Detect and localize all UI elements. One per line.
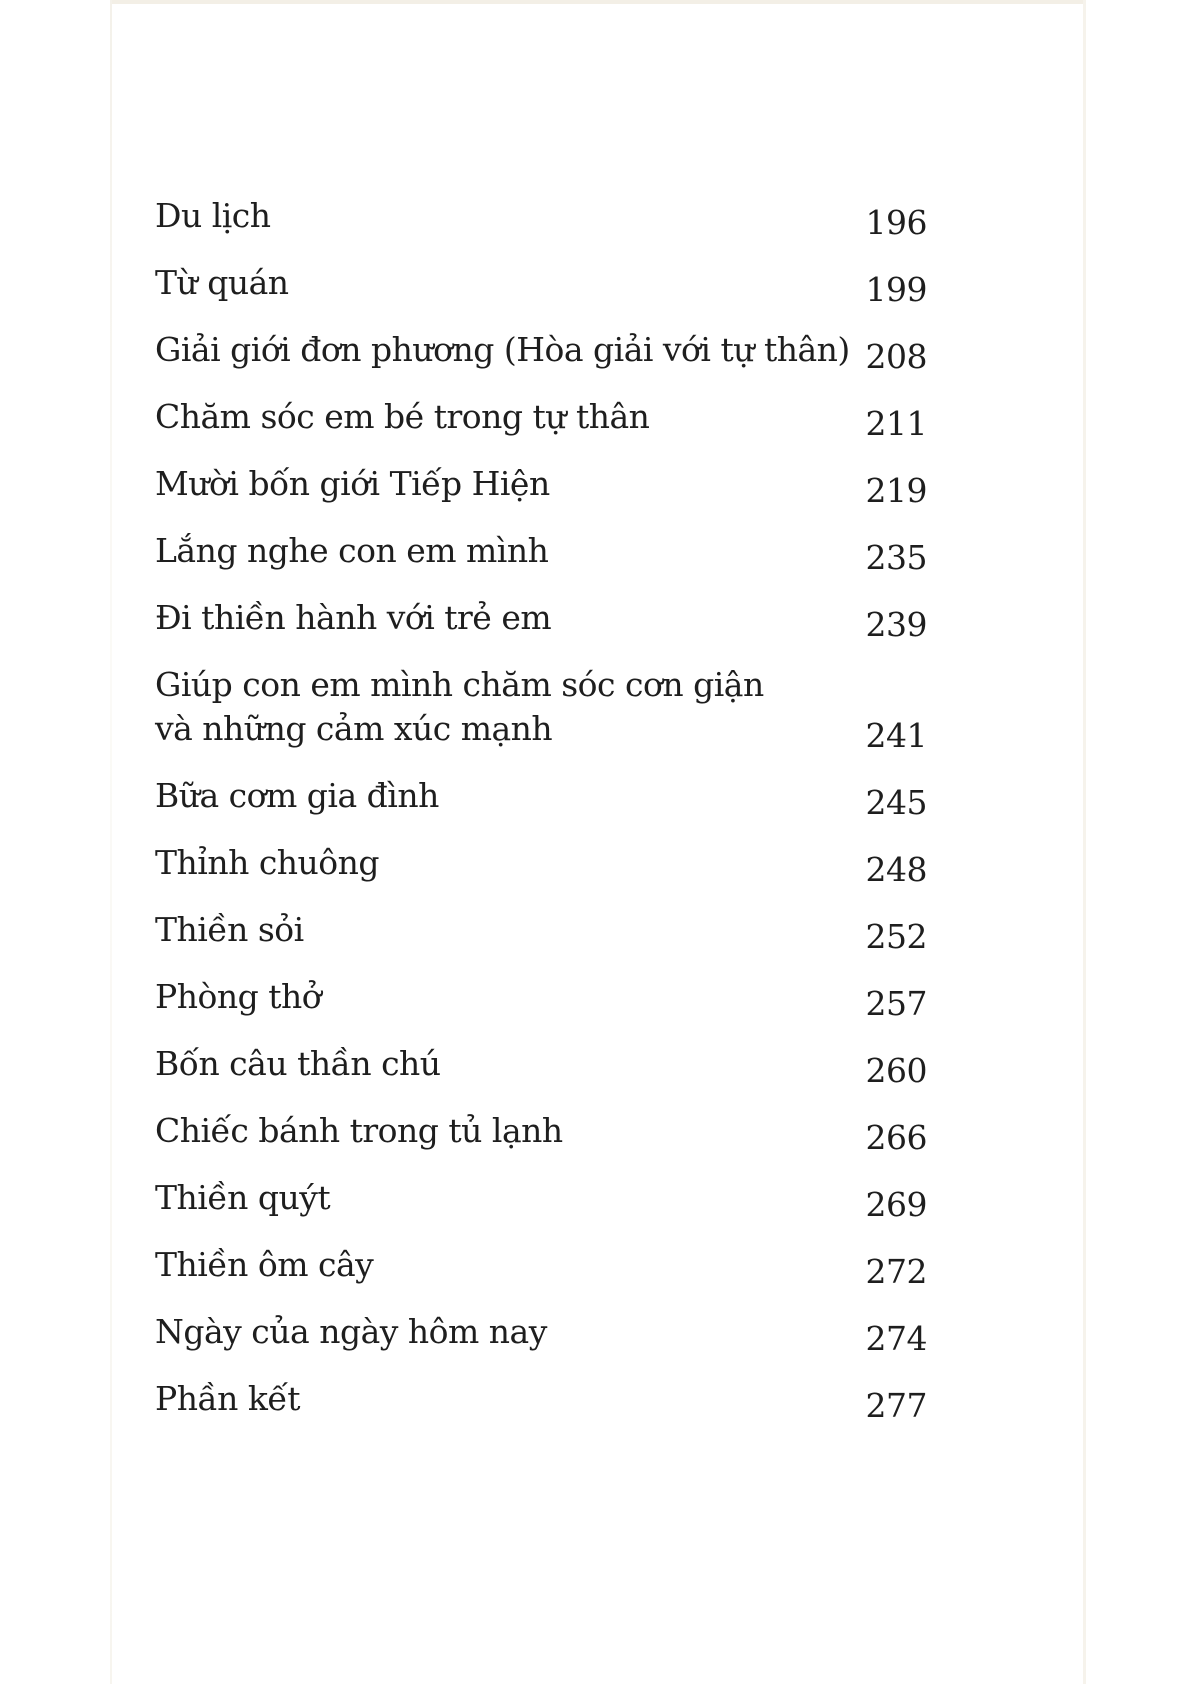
toc-entry-title-line: Thiền quýt bbox=[155, 1178, 331, 1217]
toc-entry-page-number: 266 bbox=[865, 1118, 927, 1157]
toc-entry-title bbox=[155, 261, 825, 305]
toc-entry-page-number: 269 bbox=[865, 1185, 927, 1224]
toc-entry bbox=[155, 770, 927, 837]
toc-entry-title bbox=[155, 1042, 825, 1086]
toc-entry-page-number: 196 bbox=[865, 203, 927, 242]
toc-entry bbox=[155, 904, 927, 971]
toc-entry-title bbox=[155, 596, 825, 640]
toc-entry bbox=[155, 257, 927, 324]
toc-entry bbox=[155, 1239, 927, 1306]
toc-entry bbox=[155, 391, 927, 458]
toc-entry bbox=[155, 324, 927, 391]
table-of-contents bbox=[155, 190, 927, 1440]
toc-entry-title bbox=[155, 1176, 825, 1220]
toc-entry bbox=[155, 458, 927, 525]
toc-entry bbox=[155, 592, 927, 659]
toc-entry-page-number: 274 bbox=[865, 1319, 927, 1358]
toc-entry-title bbox=[155, 908, 825, 952]
page-top-edge bbox=[110, 0, 1085, 4]
toc-entry bbox=[155, 190, 927, 257]
toc-entry-page-number: 235 bbox=[865, 538, 927, 577]
toc-entry-page-number: 211 bbox=[865, 404, 927, 443]
toc-entry-title bbox=[155, 395, 825, 439]
toc-entry bbox=[155, 837, 927, 904]
toc-entry-page-number: 239 bbox=[865, 605, 927, 644]
toc-entry-page-number: 272 bbox=[865, 1252, 927, 1291]
toc-entry-page-number: 208 bbox=[865, 337, 927, 376]
toc-entry-title-line: và những cảm xúc mạnh bbox=[155, 709, 553, 748]
toc-entry-title bbox=[155, 1243, 825, 1287]
toc-entry-page-number: 260 bbox=[865, 1051, 927, 1090]
toc-entry-title-line: Bốn câu thần chú bbox=[155, 1044, 441, 1083]
toc-entry bbox=[155, 1306, 927, 1373]
toc-entry-title-line: Thiền ôm cây bbox=[155, 1245, 374, 1284]
toc-entry-title bbox=[155, 1109, 825, 1153]
toc-entry-title bbox=[155, 1377, 825, 1421]
toc-entry-title-line: Giúp con em mình chăm sóc cơn giận bbox=[155, 665, 764, 704]
toc-entry-page-number: 241 bbox=[865, 716, 927, 755]
toc-entry-title bbox=[155, 328, 850, 372]
toc-entry-title bbox=[155, 663, 825, 751]
page-right-edge bbox=[1083, 0, 1086, 1684]
toc-entry-title bbox=[155, 841, 825, 885]
page-left-edge bbox=[110, 0, 112, 1684]
toc-entry-title-line: Chăm sóc em bé trong tự thân bbox=[155, 397, 650, 436]
toc-entry bbox=[155, 659, 927, 770]
toc-entry-page-number: 257 bbox=[865, 984, 927, 1023]
toc-entry-title-line: Ngày của ngày hôm nay bbox=[155, 1312, 547, 1351]
toc-entry-title-line: Bữa cơm gia đình bbox=[155, 776, 439, 815]
toc-entry-page-number: 219 bbox=[865, 471, 927, 510]
toc-entry bbox=[155, 525, 927, 592]
toc-entry-title bbox=[155, 462, 825, 506]
toc-entry-title-line: Phòng thở bbox=[155, 977, 322, 1016]
toc-entry-title-line: Từ quán bbox=[155, 263, 289, 302]
toc-entry-title bbox=[155, 529, 825, 573]
toc-entry bbox=[155, 971, 927, 1038]
toc-entry-page-number: 277 bbox=[865, 1386, 927, 1425]
toc-entry bbox=[155, 1373, 927, 1440]
toc-entry-page-number: 199 bbox=[865, 270, 927, 309]
toc-entry-title-line: Thỉnh chuông bbox=[155, 843, 380, 882]
toc-entry-title bbox=[155, 194, 825, 238]
toc-entry-page-number: 245 bbox=[865, 783, 927, 822]
toc-entry-title bbox=[155, 774, 825, 818]
toc-entry bbox=[155, 1172, 927, 1239]
toc-entry-title-line: Giải giới đơn phương (Hòa giải với tự thân) bbox=[155, 330, 850, 369]
toc-entry bbox=[155, 1038, 927, 1105]
toc-entry-title-line: Du lịch bbox=[155, 196, 271, 235]
toc-entry bbox=[155, 1105, 927, 1172]
toc-entry-title-line: Đi thiền hành với trẻ em bbox=[155, 598, 552, 637]
toc-entry-page-number: 248 bbox=[865, 850, 927, 889]
toc-entry-title-line: Mười bốn giới Tiếp Hiện bbox=[155, 464, 550, 503]
toc-entry-title-line: Chiếc bánh trong tủ lạnh bbox=[155, 1111, 563, 1150]
toc-entry-title-line: Lắng nghe con em mình bbox=[155, 531, 549, 570]
toc-entry-page-number: 252 bbox=[865, 917, 927, 956]
toc-entry-title bbox=[155, 1310, 825, 1354]
toc-entry-title-line: Thiền sỏi bbox=[155, 910, 304, 949]
toc-entry-title bbox=[155, 975, 825, 1019]
toc-entry-title-line: Phần kết bbox=[155, 1379, 300, 1418]
